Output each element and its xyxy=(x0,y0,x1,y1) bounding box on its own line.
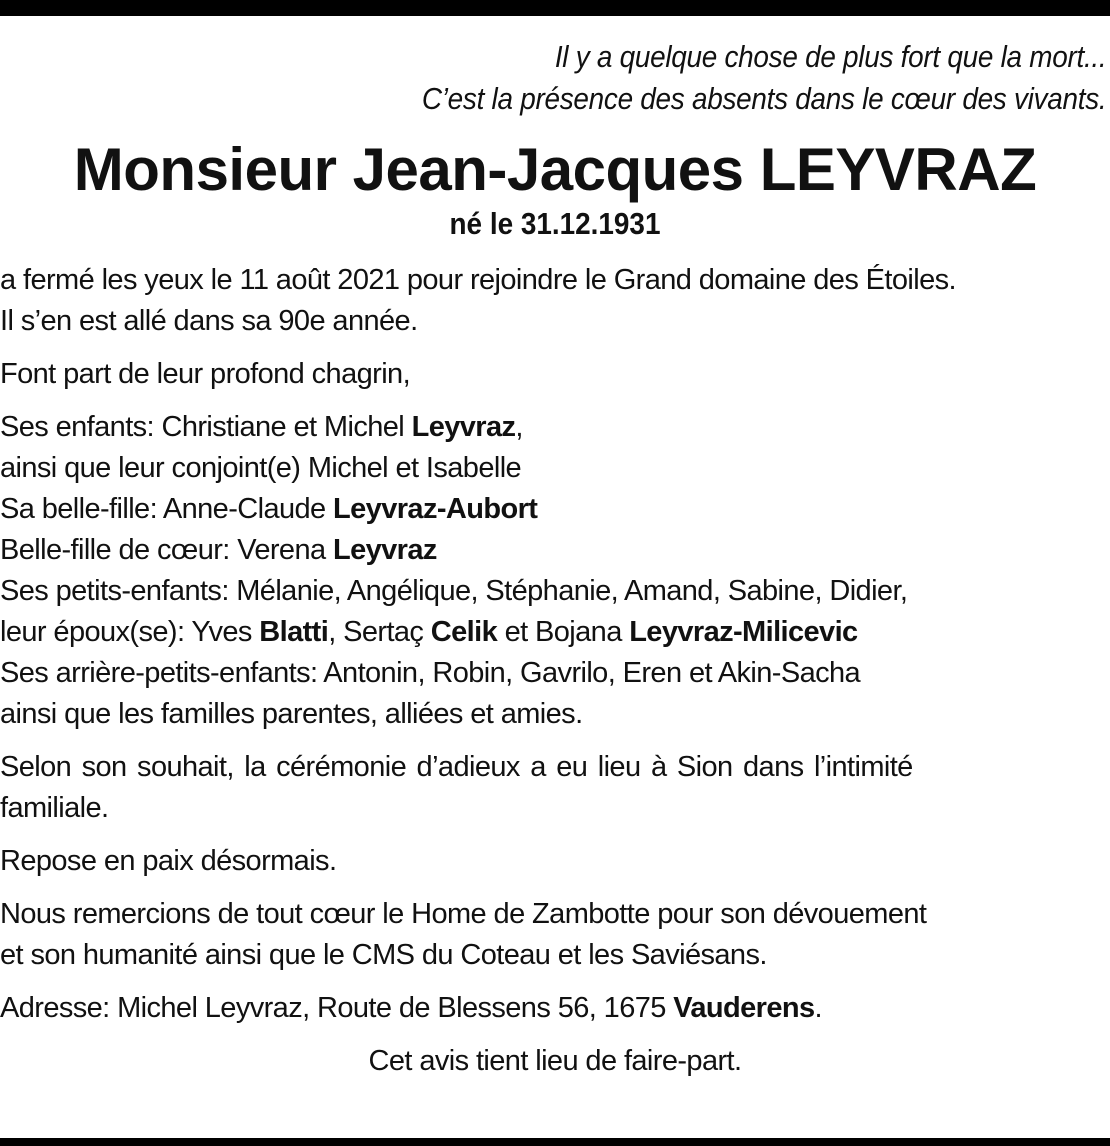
heart-daughter-text: Belle-fille de cœur: Verena xyxy=(0,534,333,566)
family-list xyxy=(0,407,1110,735)
daughter-in-law-text: Sa belle-fille: Anne-Claude xyxy=(0,493,334,525)
heart-daughter-line xyxy=(0,530,1110,571)
announcement-paragraph xyxy=(0,260,1110,342)
grandchildren-spouses-line xyxy=(0,612,1110,653)
thanks-paragraph xyxy=(0,894,1110,976)
quote-line-1: Il y a quelque chose de plus fort que la mort... xyxy=(554,39,1107,74)
gc-spouses-text: leur époux(se): Yves xyxy=(0,616,260,648)
deceased-name: Monsieur Jean-Jacques LEYVRAZ xyxy=(73,136,1037,203)
announcement-line-1: a fermé les yeux le 11 août 2021 pour rejoindre le Grand domaine des Étoiles. xyxy=(0,264,956,296)
thanks-line-2: et son humanité ainsi que le CMS du Coteau et les Saviésans. xyxy=(0,939,767,971)
gc-spouse-surname-1: Blatti xyxy=(259,616,329,648)
children-surname: Leyvraz xyxy=(411,411,516,443)
grandchildren-line: Ses petits-enfants: Mélanie, Angélique, Stéphanie, Amand, Sabine, Didier, xyxy=(0,575,908,607)
children-line xyxy=(0,407,1110,448)
address-paragraph xyxy=(0,988,1110,1029)
top-rule xyxy=(0,0,1110,16)
bottom-rule xyxy=(0,1138,1110,1146)
intro-paragraph: Font part de leur profond chagrin, xyxy=(0,358,411,390)
heart-daughter-surname: Leyvraz xyxy=(332,534,437,566)
closing-note: Cet avis tient lieu de faire-part. xyxy=(368,1045,742,1077)
daughter-in-law-surname: Leyvraz-Aubort xyxy=(333,493,538,525)
quote-line-2: C’est la présence des absents dans le cœur des vivants. xyxy=(421,81,1107,116)
address-suffix: . xyxy=(814,992,823,1024)
announcement-line-2: Il s’en est allé dans sa 90e année. xyxy=(0,305,418,337)
ceremony-paragraph xyxy=(0,747,1110,829)
thanks-line-1: Nous remercions de tout cœur le Home de Zambotte pour son dévouement xyxy=(0,898,927,930)
address-text: Adresse: Michel Leyvraz, Route de Blessens 56, 1675 xyxy=(0,992,674,1024)
gc-spouses-mid-1: , Sertaç xyxy=(328,616,431,648)
great-grandchildren-line: Ses arrière-petits-enfants: Antonin, Robin, Gavrilo, Eren et Akin-Sacha xyxy=(0,657,861,689)
obituary-notice xyxy=(0,36,1110,1082)
gc-spouse-surname-2: Celik xyxy=(430,616,498,648)
birth-date: né le 31.12.1931 xyxy=(449,206,661,241)
children-suffix: , xyxy=(515,411,523,443)
gc-spouses-mid-2: et Bojana xyxy=(497,616,630,648)
ceremony-line-1: Selon son souhait, la cérémonie d’adieux a eu lieu à Sion dans l’intimité xyxy=(0,751,913,783)
epigraph-quote xyxy=(111,36,1110,120)
children-text: Ses enfants: Christiane et Michel xyxy=(0,411,412,443)
daughter-in-law-line xyxy=(0,489,1110,530)
spouses-line: ainsi que leur conjoint(e) Michel et Isabelle xyxy=(0,452,522,484)
relatives-line: ainsi que les familles parentes, alliées et amies. xyxy=(0,698,583,730)
address-town: Vauderens xyxy=(673,992,815,1024)
gc-spouse-surname-3: Leyvraz-Milicevic xyxy=(629,616,858,648)
rest-paragraph: Repose en paix désormais. xyxy=(0,845,337,877)
ceremony-line-2: familiale. xyxy=(0,792,109,824)
